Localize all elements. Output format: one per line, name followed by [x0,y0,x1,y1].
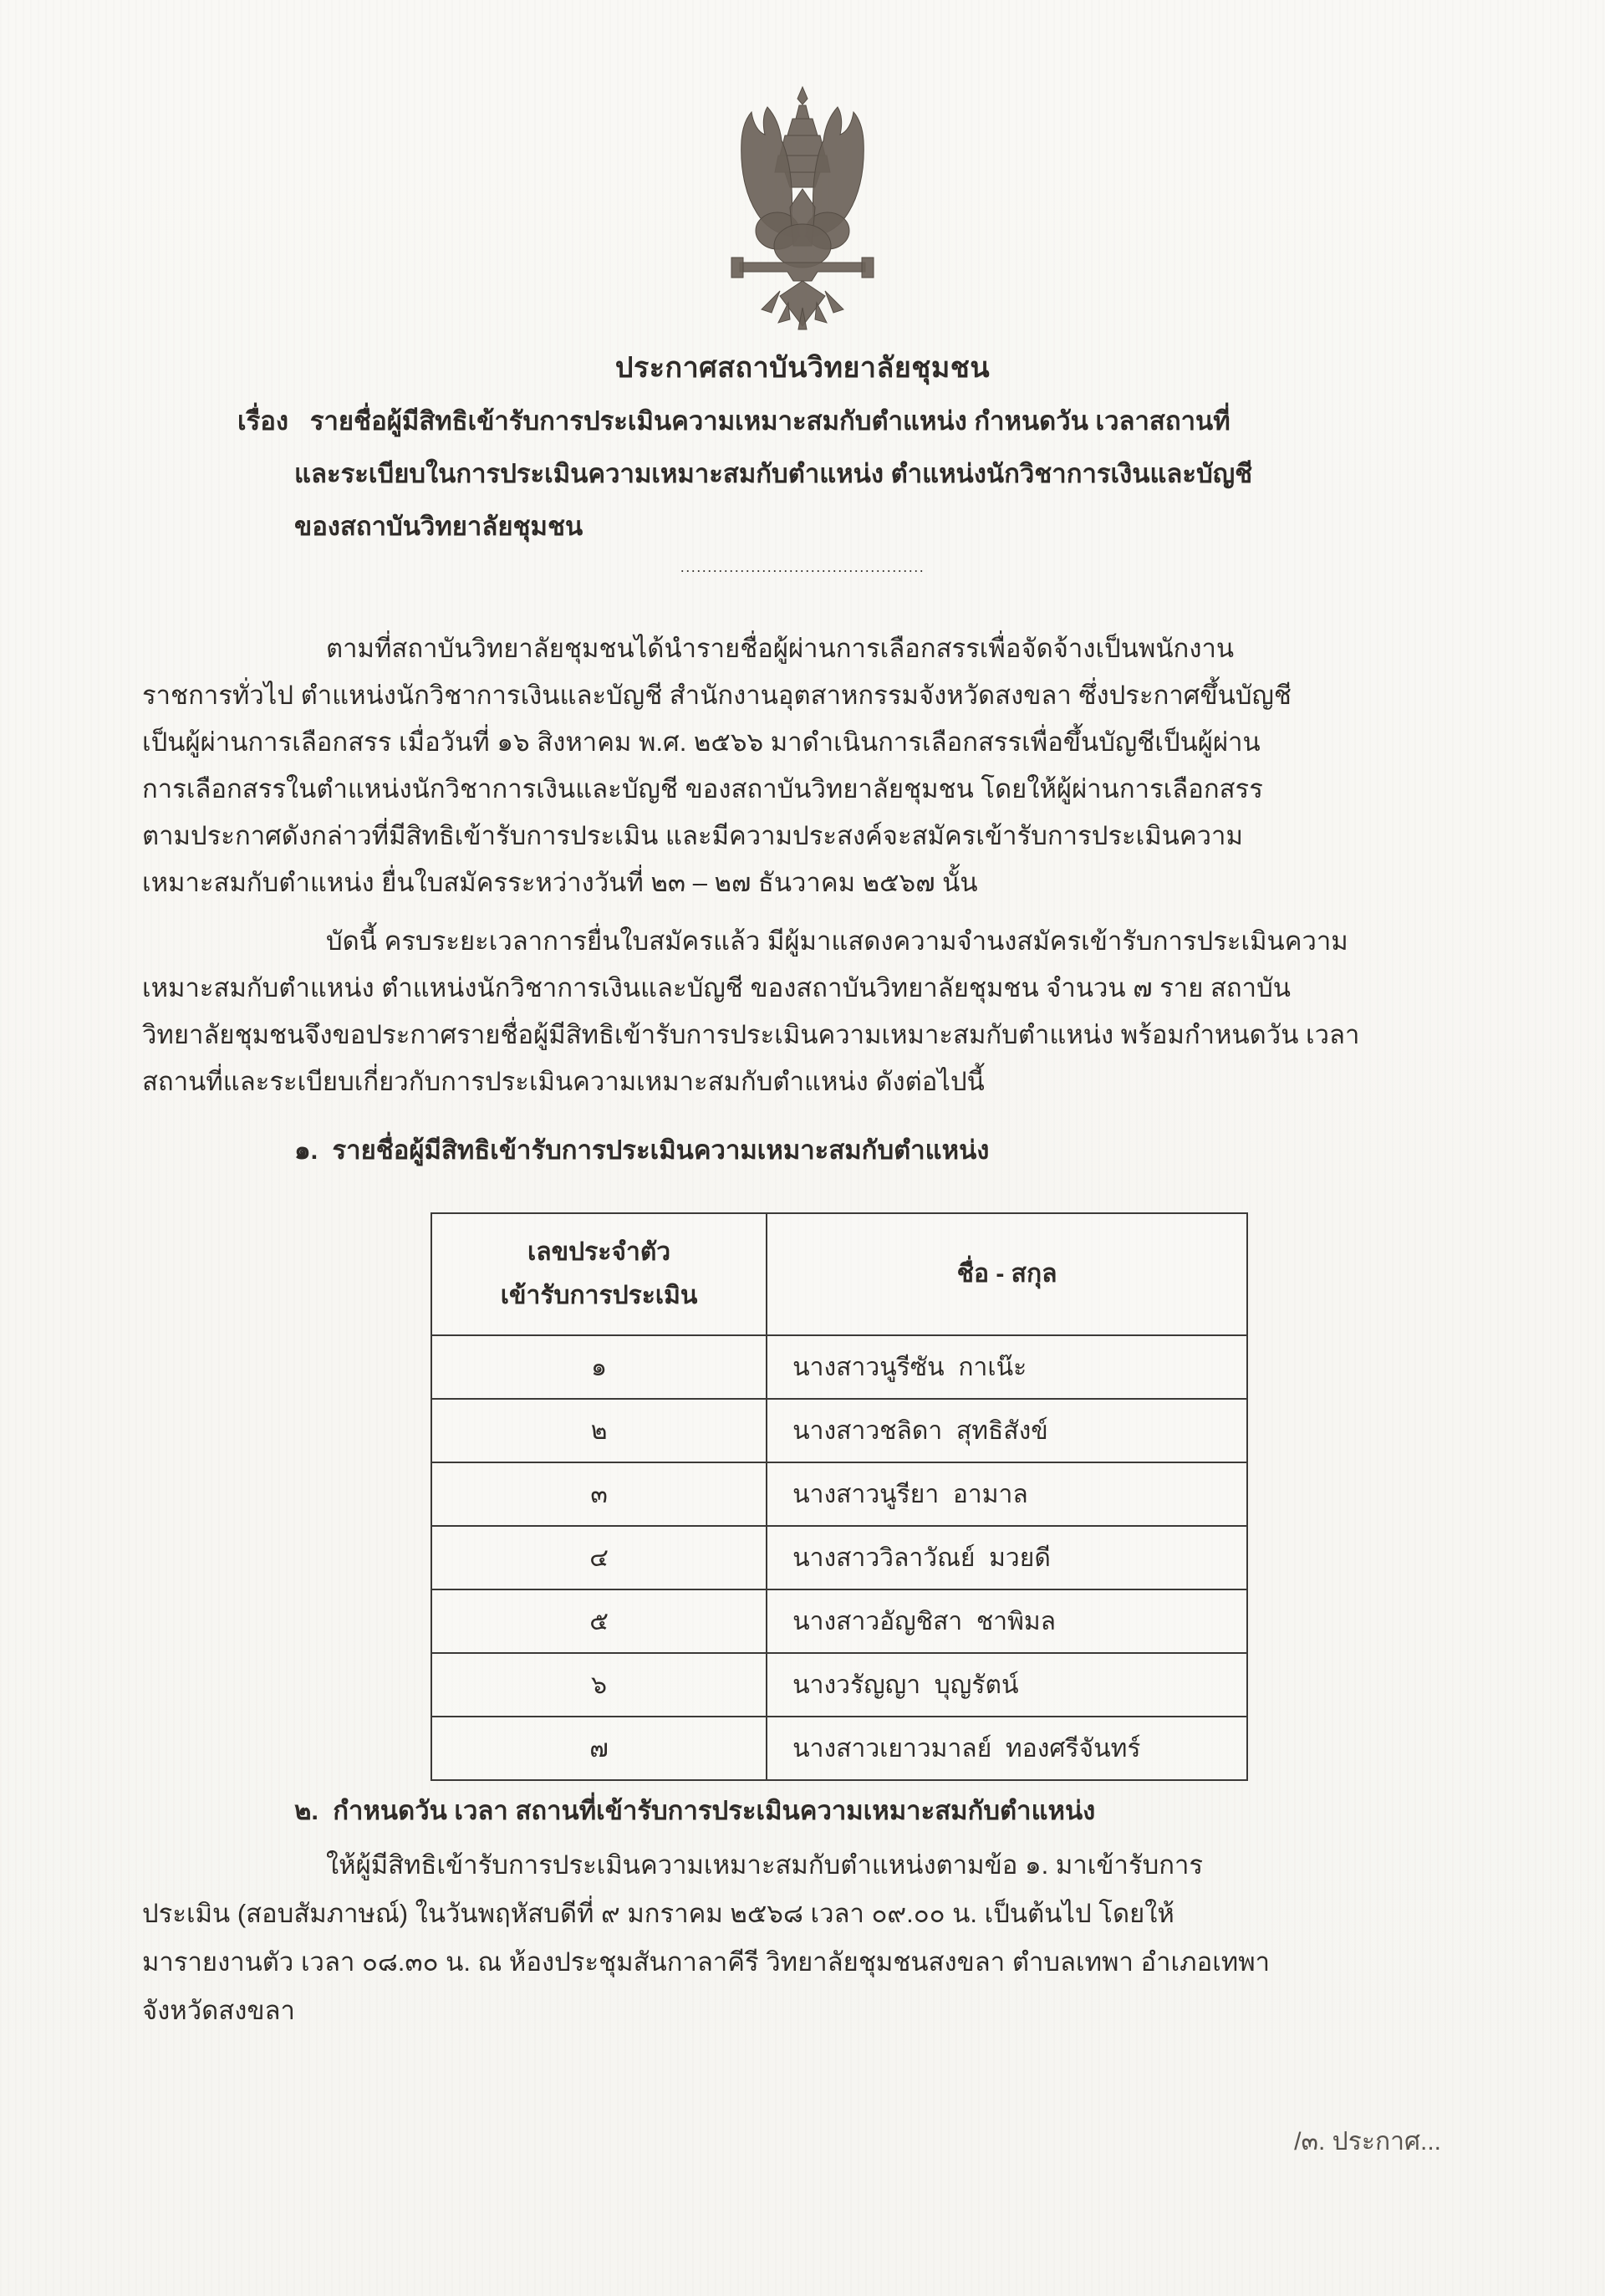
subject-line-3: ของสถาบันวิทยาลัยชุมชน [294,512,583,541]
table-row [431,1526,1247,1589]
table-header-row [431,1213,1247,1335]
candidate-number: ๔ [431,1526,767,1589]
paragraph-1 [142,625,1521,906]
paragraph-line: สถานที่และระเบียบเกี่ยวกับการประเมินความเหมาะสมกับตำแหน่ง ดังต่อไปนี้ [142,1067,985,1096]
paragraph-line: ตามที่สถาบันวิทยาลัยชุมชนได้นำรายชื่อผู้ผ่านการเลือกสรรเพื่อจัดจ้างเป็นพนักงาน [326,634,1235,663]
candidate-number: ๓ [431,1462,767,1526]
garuda-emblem-icon [697,82,908,333]
paragraph-line: บัดนี้ ครบระยะเวลาการยื่นใบสมัครแล้ว มีผู้มาแสดงความจำนงสมัครเข้ารับการประเมินความ [326,926,1348,956]
table-row [431,1399,1247,1462]
candidate-name: นางสาววิลาวัณย์ มวยดี [767,1526,1247,1589]
table-row [431,1589,1247,1653]
paragraph-line: มารายงานตัว เวลา ๐๘.๓๐ น. ณ ห้องประชุมสันกาลาคีรี วิทยาลัยชุมชนสงขลา ตำบลเทพา อำเภอเทพา [142,1947,1271,1977]
paragraph-line: เหมาะสมกับตำแหน่ง ยื่นใบสมัครระหว่างวันที่ ๒๓ – ๒๗ ธันวาคม ๒๕๖๗ นั้น [142,868,978,897]
paragraph-line: เหมาะสมกับตำแหน่ง ตำแหน่งนักวิชาการเงินและบัญชี ของสถาบันวิทยาลัยชุมชน จำนวน ๗ ราย สถาบัน [142,973,1291,1003]
candidate-number: ๖ [431,1653,767,1717]
dotted-divider: ............................................. [680,559,925,575]
candidate-name: นางสาวชลิดา สุทธิสังข์ [767,1399,1247,1462]
page-continuation-note: /๓. ประกาศ... [1294,2128,1441,2156]
paragraph-line: เป็นผู้ผ่านการเลือกสรร เมื่อวันที่ ๑๖ สิงหาคม พ.ศ. ๒๕๖๖ มาดำเนินการเลือกสรรเพื่อขึ้นบัญชีเป็นผู้ผ่าน [142,727,1261,757]
table-row [431,1653,1247,1717]
column-header-candidate-number: เลขประจำตัว เข้ารับการประเมิน [431,1213,767,1335]
paragraph-line: ตามประกาศดังกล่าวที่มีสิทธิเข้ารับการประเมิน และมีความประสงค์จะสมัครเข้ารับการประเมินความ [142,821,1243,850]
paragraph-line: การเลือกสรรในตำแหน่งนักวิชาการเงินและบัญชี ของสถาบันวิทยาลัยชุมชน โดยให้ผู้ผ่านการเลือกสรร [142,774,1263,804]
table-row [431,1335,1247,1399]
candidate-name: นางสาวนูรีซัน กาเน๊ะ [767,1335,1247,1399]
paragraph-line: ให้ผู้มีสิทธิเข้ารับการประเมินความเหมาะสมกับตำแหน่งตามข้อ ๑. มาเข้ารับการ [326,1850,1204,1880]
candidate-name: นางสาวนูรียา อามาล [767,1462,1247,1526]
table-row [431,1717,1247,1780]
paragraph-2 [142,918,1521,1105]
section-2-heading: ๒. กำหนดวัน เวลา สถานที่เข้ารับการประเมินความเหมาะสมกับตำแหน่ง [294,1796,1096,1825]
candidate-number: ๕ [431,1589,767,1653]
subject-line-2: และระเบียบในการประเมินความเหมาะสมกับตำแหน่ง ตำแหน่งนักวิชาการเงินและบัญชี [294,459,1253,488]
candidate-number: ๗ [431,1717,767,1780]
paragraph-line: วิทยาลัยชุมชนจึงขอประกาศรายชื่อผู้มีสิทธิเข้ารับการประเมินความเหมาะสมกับตำแหน่ง พร้อมกำหนดวัน เวลา [142,1020,1360,1049]
paragraph-line: ราชการทั่วไป ตำแหน่งนักวิชาการเงินและบัญชี สำนักงานอุตสาหกรรมจังหวัดสงขลา ซึ่งประกาศขึ้นบัญชี [142,681,1292,710]
candidate-name: นางสาวอัญชิสา ชาพิมล [767,1589,1247,1653]
subject-line-1: เรื่อง รายชื่อผู้มีสิทธิเข้ารับการประเมินความเหมาะสมกับตำแหน่ง กำหนดวัน เวลาสถานที่ [237,406,1230,436]
section-1-heading: ๑. รายชื่อผู้มีสิทธิเข้ารับการประเมินความเหมาะสมกับตำแหน่ง [294,1135,990,1165]
candidate-name: นางสาวเยาวมาลย์ ทองศรีจันทร์ [767,1717,1247,1780]
column-header-name: ชื่อ - สกุล [767,1213,1247,1335]
candidate-number: ๑ [431,1335,767,1399]
paragraph-line: ประเมิน (สอบสัมภาษณ์) ในวันพฤหัสบดีที่ ๙ มกราคม ๒๕๖๘ เวลา ๐๙.๐๐ น. เป็นต้นไป โดยให้ [142,1899,1174,1928]
page-title: ประกาศสถาบันวิทยาลัยชุมชน [614,352,991,384]
candidates-table [431,1212,1248,1781]
paragraph-3 [142,1841,1521,2035]
paragraph-line: จังหวัดสงขลา [142,1996,295,2025]
candidate-name: นางวรัญญา บุญรัตน์ [767,1653,1247,1717]
candidate-number: ๒ [431,1399,767,1462]
table-row [431,1462,1247,1526]
